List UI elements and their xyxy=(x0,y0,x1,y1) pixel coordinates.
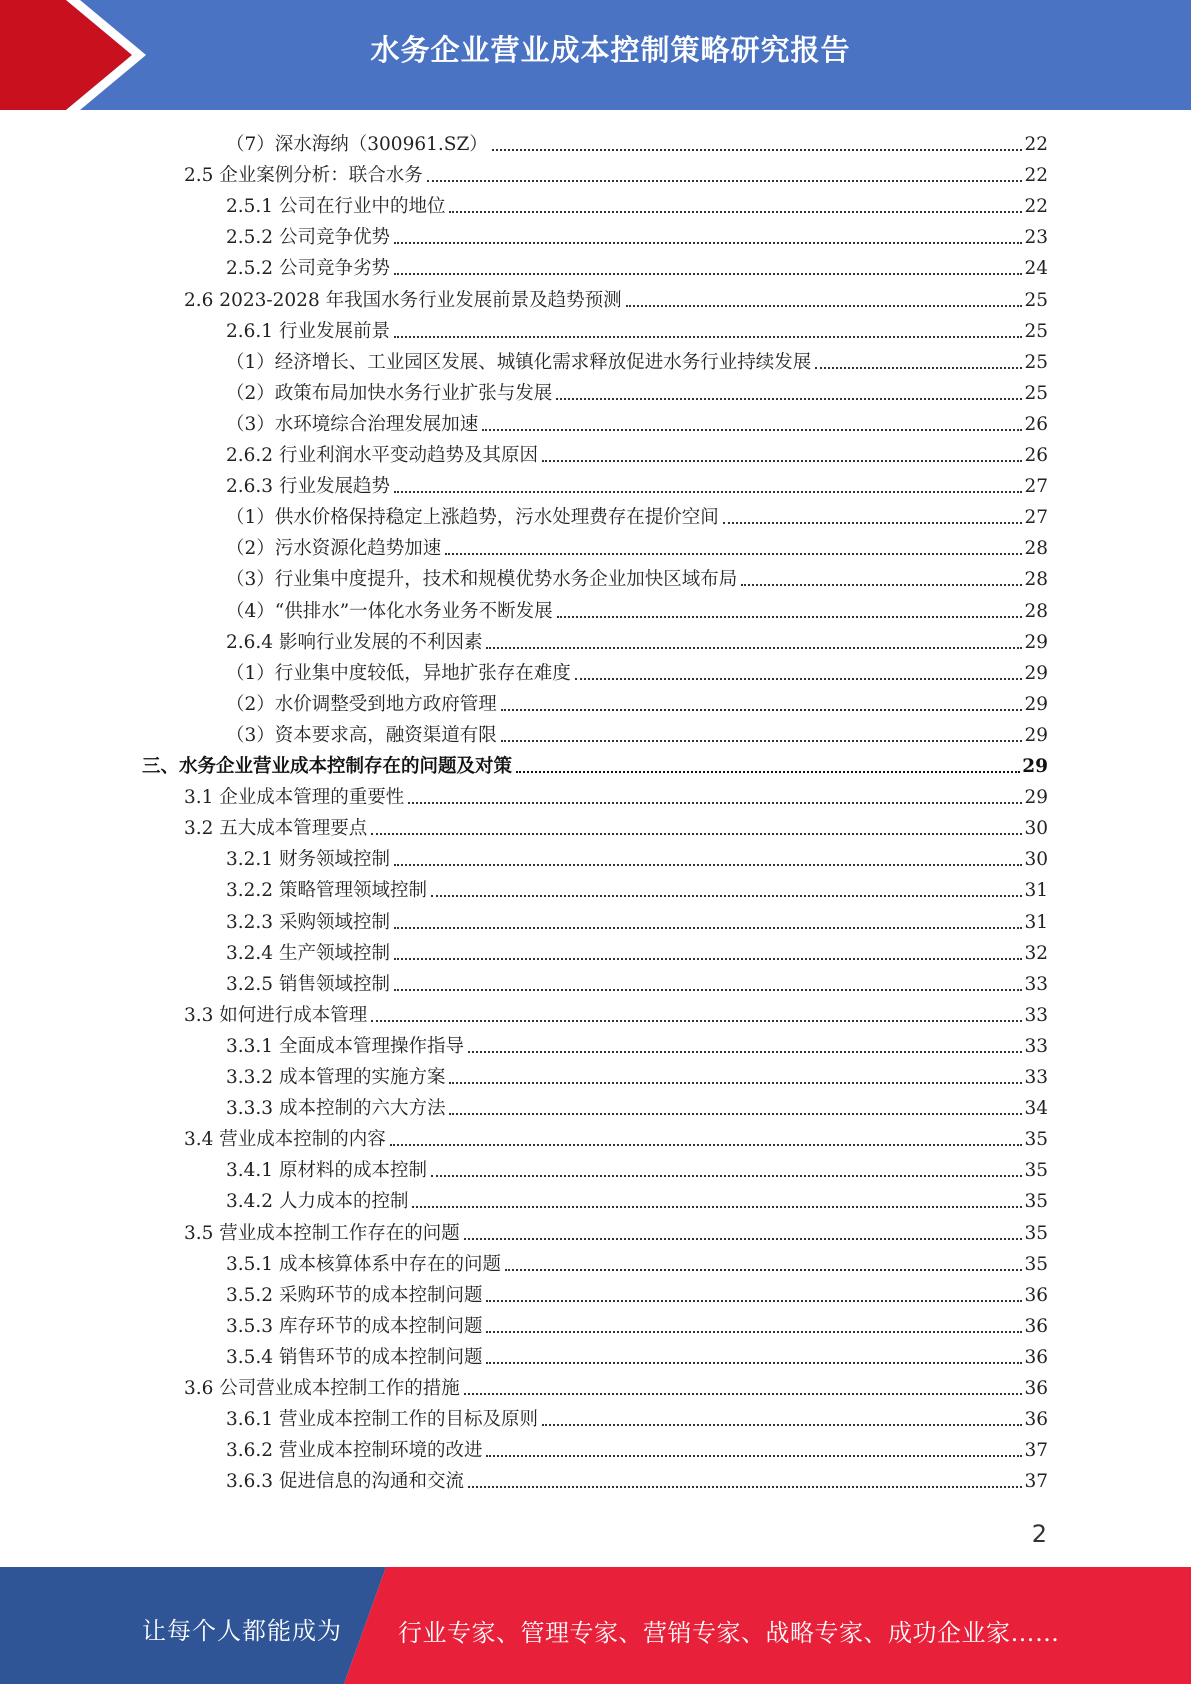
toc-entry-page: 35 xyxy=(1024,1222,1048,1244)
toc-entry-page: 22 xyxy=(1024,134,1048,155)
toc-entry-title: 3.2.3 采购领域控制 xyxy=(226,911,390,933)
toc-entry-page: 22 xyxy=(1024,165,1048,187)
toc-dot-leader xyxy=(394,242,1022,244)
toc-dot-leader xyxy=(542,1424,1022,1426)
toc-entry-title: 3.4.1 原材料的成本控制 xyxy=(226,1160,427,1182)
toc-entry[interactable] xyxy=(226,1184,1048,1215)
toc-entry-page: 29 xyxy=(1024,631,1048,653)
toc-dot-leader xyxy=(501,740,1023,742)
footer-slogan-right: 行业专家、管理专家、营销专家、战略专家、成功企业家…… xyxy=(398,1619,1060,1647)
toc-dot-leader xyxy=(486,1455,1022,1457)
toc-entry-title: 3.2.1 财务领域控制 xyxy=(226,849,390,871)
footer-slogan-left: 让每个人都能成为 xyxy=(142,1617,342,1645)
toc-entry[interactable] xyxy=(226,1402,1048,1433)
toc-entry[interactable] xyxy=(226,531,1048,562)
toc-entry[interactable] xyxy=(226,1433,1048,1464)
toc-entry-page: 29 xyxy=(1024,724,1048,746)
toc-entry-title: 2.5.2 公司竞争劣势 xyxy=(226,258,390,280)
toc-entry[interactable] xyxy=(226,1309,1048,1340)
toc-entry-title: 2.6.3 行业发展趋势 xyxy=(226,476,390,498)
toc-dot-leader xyxy=(501,709,1023,711)
toc-entry[interactable] xyxy=(226,407,1048,438)
toc-dot-leader xyxy=(449,211,1022,213)
toc-entry-page: 33 xyxy=(1024,1004,1048,1026)
toc-entry-title: 2.6.1 行业发展前景 xyxy=(226,320,390,342)
toc-entry-page: 24 xyxy=(1024,258,1048,280)
toc-dot-leader xyxy=(468,1051,1022,1053)
toc-entry-title: 2.5 企业案例分析：联合水务 xyxy=(184,165,423,187)
toc-entry-page: 32 xyxy=(1024,942,1048,964)
toc-dot-leader xyxy=(431,895,1022,897)
toc-dot-leader xyxy=(394,927,1022,929)
toc-entry[interactable] xyxy=(226,562,1048,593)
toc-entry-title: 3.5.3 库存环节的成本控制问题 xyxy=(226,1315,483,1337)
toc-dot-leader xyxy=(394,989,1022,991)
toc-entry-title: （2）水价调整受到地方政府管理 xyxy=(226,693,497,715)
toc-entry-title: 3.2 五大成本管理要点 xyxy=(184,818,368,840)
toc-entry[interactable] xyxy=(226,873,1048,904)
toc-entry[interactable] xyxy=(226,936,1048,967)
toc-entry[interactable] xyxy=(226,1278,1048,1309)
toc-entry[interactable] xyxy=(226,376,1048,407)
toc-dot-leader xyxy=(464,1393,1023,1395)
toc-entry-page: 36 xyxy=(1024,1284,1048,1306)
toc-entry-title: 3.6.1 营业成本控制工作的目标及原则 xyxy=(226,1409,538,1431)
toc-dot-leader xyxy=(449,1082,1022,1084)
toc-dot-leader xyxy=(557,616,1023,618)
toc-entry[interactable] xyxy=(184,811,1048,842)
toc-entry-page: 36 xyxy=(1024,1378,1048,1399)
toc-entry-title: 3.6.3 促进信息的沟通和交流 xyxy=(226,1471,464,1493)
toc-dot-leader xyxy=(394,491,1022,493)
toc-entry[interactable] xyxy=(184,998,1048,1029)
toc-entry-title: 3.5.1 成本核算体系中存在的问题 xyxy=(226,1253,501,1275)
toc-entry-page: 28 xyxy=(1024,569,1048,591)
toc-entry-title: 2.5.1 公司在行业中的地位 xyxy=(226,196,446,218)
toc-dot-leader xyxy=(371,1020,1022,1022)
toc-entry[interactable] xyxy=(184,158,1048,189)
toc-entry[interactable] xyxy=(226,345,1048,376)
toc-entry-page: 25 xyxy=(1024,289,1048,311)
toc-dot-leader xyxy=(486,647,1022,649)
toc-entry-page: 27 xyxy=(1024,476,1048,498)
toc-dot-leader xyxy=(394,958,1022,960)
toc-dot-leader xyxy=(408,802,1022,804)
toc-entry-page: 35 xyxy=(1024,1191,1048,1213)
toc-entry-page: 31 xyxy=(1024,880,1048,902)
toc-entry[interactable] xyxy=(226,1029,1048,1060)
toc-dot-leader xyxy=(486,1362,1022,1364)
toc-entry-page: 29 xyxy=(1022,756,1048,777)
toc-entry[interactable] xyxy=(184,780,1048,811)
toc-entry[interactable] xyxy=(226,687,1048,718)
toc-entry-title: （7）深水海纳（300961.SZ） xyxy=(226,134,488,155)
toc-dot-leader xyxy=(445,553,1022,555)
toc-entry-title: （3）行业集中度提升，技术和规模优势水务企业加快区域布局 xyxy=(226,569,738,591)
toc-entry[interactable] xyxy=(184,283,1048,314)
toc-dot-leader xyxy=(626,305,1023,307)
toc-entry[interactable] xyxy=(226,967,1048,998)
toc-entry-page: 27 xyxy=(1024,507,1048,529)
toc-entry-title: 3.6.2 营业成本控制环境的改进 xyxy=(226,1440,483,1462)
toc-entry-page: 37 xyxy=(1024,1471,1048,1493)
toc-entry-title: 3.3.3 成本控制的六大方法 xyxy=(226,1098,446,1120)
toc-dot-leader xyxy=(516,771,1020,773)
toc-dot-leader xyxy=(486,1331,1022,1333)
toc-entry-title: 3.5 营业成本控制工作存在的问题 xyxy=(184,1222,460,1244)
toc-entry-title: 三、水务企业营业成本控制存在的问题及对策 xyxy=(142,756,513,777)
toc-entry-title: 2.6.2 行业利润水平变动趋势及其原因 xyxy=(226,445,538,466)
toc-entry-title: 2.6.4 影响行业发展的不利因素 xyxy=(226,631,483,653)
toc-entry-page: 30 xyxy=(1024,849,1048,871)
toc-entry-page: 28 xyxy=(1024,600,1048,622)
toc-entry-title: 3.5.2 采购环节的成本控制问题 xyxy=(226,1284,483,1306)
toc-entry-title: 3.3 如何进行成本管理 xyxy=(184,1004,368,1026)
toc-entry[interactable] xyxy=(184,1216,1048,1247)
toc-entry-page: 37 xyxy=(1024,1440,1048,1462)
toc-entry-title: 3.2.2 策略管理领域控制 xyxy=(226,880,427,902)
toc-entry-page: 30 xyxy=(1024,818,1048,840)
toc-entry[interactable] xyxy=(226,1340,1048,1371)
toc-entry-title: （1）经济增长、工业园区发展、城镇化需求释放促进水务行业持续发展 xyxy=(226,351,812,373)
toc-entry-page: 31 xyxy=(1024,911,1048,933)
toc-entry-page: 26 xyxy=(1024,413,1048,435)
toc-entry-page: 25 xyxy=(1024,351,1048,373)
toc-entry-page: 35 xyxy=(1024,1253,1048,1275)
toc-entry[interactable] xyxy=(184,1122,1048,1153)
toc-entry[interactable] xyxy=(226,1247,1048,1278)
toc-entry-title: 2.5.2 公司竞争优势 xyxy=(226,227,390,249)
toc-dot-leader xyxy=(394,336,1022,338)
toc-entry-page: 29 xyxy=(1024,662,1048,684)
toc-entry[interactable] xyxy=(226,625,1048,656)
toc-entry-page: 26 xyxy=(1024,445,1048,466)
toc-entry[interactable] xyxy=(226,220,1048,251)
toc-entry-page: 33 xyxy=(1024,1067,1048,1088)
toc-dot-leader xyxy=(575,678,1023,680)
toc-entry-title: （3）水环境综合治理发展加速 xyxy=(226,413,479,435)
toc-entry[interactable] xyxy=(226,1060,1048,1091)
toc-entry-title: （2）政策布局加快水务行业扩张与发展 xyxy=(226,382,553,404)
toc-entry[interactable] xyxy=(226,842,1048,873)
toc-dot-leader xyxy=(492,149,1023,151)
toc-entry-page: 33 xyxy=(1024,1035,1048,1057)
toc-entry-title: 3.2.5 销售领域控制 xyxy=(226,973,390,995)
toc-dot-leader xyxy=(412,1206,1022,1208)
toc-entry-title: 3.3.2 成本管理的实施方案 xyxy=(226,1067,446,1088)
toc-entry-page: 35 xyxy=(1024,1160,1048,1182)
page-footer xyxy=(0,1567,1191,1684)
toc-entry-title: 2.6 2023-2028 年我国水务行业发展前景及趋势预测 xyxy=(184,289,622,311)
toc-dot-leader xyxy=(394,273,1022,275)
toc-entry[interactable] xyxy=(184,1371,1048,1402)
toc-entry[interactable] xyxy=(226,1464,1048,1495)
toc-entry[interactable] xyxy=(226,127,1048,158)
toc-dot-leader xyxy=(741,584,1022,586)
toc-dot-leader xyxy=(464,1238,1023,1240)
toc-entry-title: 3.6 公司营业成本控制工作的措施 xyxy=(184,1378,460,1399)
toc-entry-page: 23 xyxy=(1024,227,1048,249)
toc-entry-page: 29 xyxy=(1024,787,1048,809)
toc-entry-page: 22 xyxy=(1024,196,1048,218)
toc-entry-page: 36 xyxy=(1024,1409,1048,1431)
toc-dot-leader xyxy=(427,180,1023,182)
toc-entry[interactable] xyxy=(226,594,1048,625)
toc-entry[interactable] xyxy=(142,749,1048,780)
toc-dot-leader xyxy=(449,1113,1022,1115)
report-title: 水务企业营业成本控制策略研究报告 xyxy=(370,33,851,67)
toc-entry[interactable] xyxy=(226,1153,1048,1184)
toc-entry-page: 36 xyxy=(1024,1346,1048,1368)
toc-entry-page: 28 xyxy=(1024,538,1048,560)
toc-entry-page: 35 xyxy=(1024,1129,1048,1151)
toc-entry-page: 29 xyxy=(1024,693,1048,715)
toc-dot-leader xyxy=(815,367,1022,369)
toc-entry-title: （3）资本要求高，融资渠道有限 xyxy=(226,724,497,746)
toc-dot-leader xyxy=(556,398,1022,400)
toc-entry-page: 36 xyxy=(1024,1315,1048,1337)
toc-entry[interactable] xyxy=(226,656,1048,687)
toc-entry-title: 3.1 企业成本管理的重要性 xyxy=(184,787,405,809)
toc-dot-leader xyxy=(394,864,1022,866)
toc-entry[interactable] xyxy=(226,189,1048,220)
toc-entry-page: 25 xyxy=(1024,382,1048,404)
toc-entry-title: 3.4 营业成本控制的内容 xyxy=(184,1129,386,1151)
toc-entry-title: （1）行业集中度较低，异地扩张存在难度 xyxy=(226,662,571,684)
toc-entry-page: 34 xyxy=(1024,1098,1048,1120)
toc-entry[interactable] xyxy=(226,905,1048,936)
page-number: 2 xyxy=(1031,1520,1047,1548)
toc-entry-title: （4）“供排水”一体化水务业务不断发展 xyxy=(226,600,553,622)
toc-entry[interactable] xyxy=(226,1091,1048,1122)
toc-dot-leader xyxy=(542,460,1022,462)
toc-entry[interactable] xyxy=(226,251,1048,282)
toc-dot-leader xyxy=(486,1300,1022,1302)
toc-dot-leader xyxy=(390,1144,1023,1146)
toc-entry-page: 33 xyxy=(1024,973,1048,995)
toc-dot-leader xyxy=(431,1175,1022,1177)
toc-entry[interactable] xyxy=(226,314,1048,345)
toc-dot-leader xyxy=(371,833,1022,835)
toc-dot-leader xyxy=(723,522,1023,524)
toc-entry-title: （1）供水价格保持稳定上涨趋势，污水处理费存在提价空间 xyxy=(226,507,719,529)
toc-entry-title: 3.5.4 销售环节的成本控制问题 xyxy=(226,1346,483,1368)
toc-entry-title: （2）污水资源化趋势加速 xyxy=(226,538,442,560)
toc-entry-title: 3.3.1 全面成本管理操作指导 xyxy=(226,1035,464,1057)
toc-dot-leader xyxy=(505,1269,1022,1271)
toc-entry-page: 25 xyxy=(1024,320,1048,342)
toc-entry-title: 3.4.2 人力成本的控制 xyxy=(226,1191,409,1213)
toc-entry[interactable] xyxy=(226,718,1048,749)
toc-entry[interactable] xyxy=(226,469,1048,500)
page-header xyxy=(0,0,1191,110)
toc-dot-leader xyxy=(482,429,1022,431)
toc-entry[interactable] xyxy=(226,438,1048,469)
toc-entry[interactable] xyxy=(226,500,1048,531)
toc-dot-leader xyxy=(468,1486,1022,1488)
toc-entry-title: 3.2.4 生产领域控制 xyxy=(226,942,390,964)
